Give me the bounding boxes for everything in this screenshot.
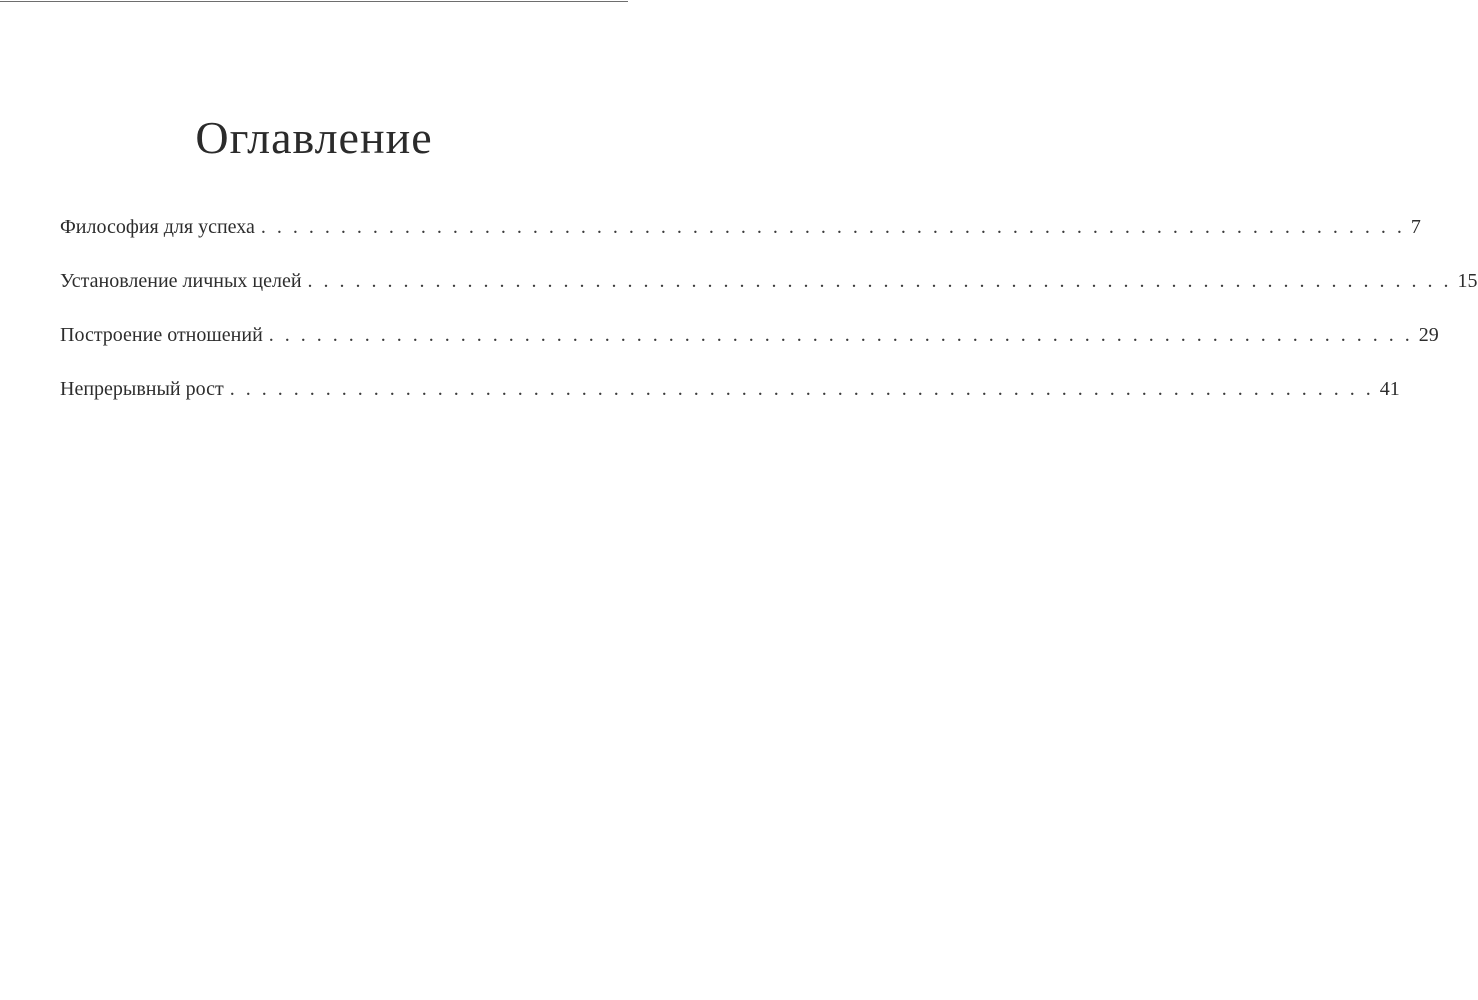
toc-entry: [60, 212, 1421, 242]
toc-entry-label: Непрерывный рост: [60, 378, 224, 400]
toc-leader-dots: . . . . . . . . . . . . . . . . . . . . . . . . . . . . . . . . . . . . . . . . . . . . . . . . . . . . . . . . . . . . . . . . . . . . . . . .: [229, 378, 1374, 400]
toc-leader-dots: . . . . . . . . . . . . . . . . . . . . . . . . . . . . . . . . . . . . . . . . . . . . . . . . . . . . . . . . . . . . . . . . . . . . . . . .: [268, 324, 1413, 346]
toc-leader-dots: . . . . . . . . . . . . . . . . . . . . . . . . . . . . . . . . . . . . . . . . . . . . . . . . . . . . . . . . . . . . . . . . . . . . . . . .: [307, 270, 1452, 292]
top-border-line: [0, 1, 628, 2]
toc-leader-dots: . . . . . . . . . . . . . . . . . . . . . . . . . . . . . . . . . . . . . . . . . . . . . . . . . . . . . . . . . . . . . . . . . . . . . . . .: [260, 216, 1405, 238]
toc-entry: [60, 266, 1478, 296]
toc-entry: [60, 374, 1400, 404]
toc-entry-label: Построение отношений: [60, 324, 263, 346]
toc-entry-label: Философия для успеха: [60, 216, 255, 238]
toc-entry-page: 29: [1418, 324, 1439, 346]
toc-entry-page: 41: [1379, 378, 1400, 400]
toc-list: [60, 212, 1478, 428]
toc-title: Оглавление: [195, 112, 433, 163]
toc-entry-page: 7: [1410, 216, 1421, 238]
toc-entry: [60, 320, 1439, 350]
toc-entry-page: 15: [1457, 270, 1478, 292]
toc-entry-label: Установление личных целей: [60, 270, 302, 292]
